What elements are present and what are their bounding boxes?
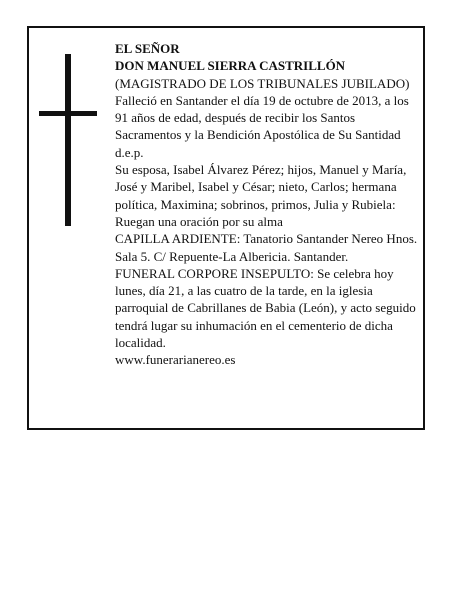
obituary-notice [27,26,425,430]
death-paragraph: Falleció en Santander el día 19 de octubre de 2013, a los 91 años de edad, después de recibir los Santos Sacramentos y la Bendición Apostólica de Su Santidad d.e.p. [115,92,409,160]
chapel-paragraph: CAPILLA ARDIENTE: Tanatorio Santander Nereo Hnos. Sala 5. C/ Repuente-La Albericia. Santander. [115,231,418,264]
heading-title: EL SEÑOR [115,41,180,56]
family-paragraph: Su esposa, Isabel Álvarez Pérez; hijos, Manuel y María, José y Maribel, Isabel y César; nieto, Carlos; hermana política, Maximina; sobrinos, primos, Julia y Rubiela: Ruegan una oración por su alma [115,162,407,229]
funeral-paragraph: FUNERAL CORPORE INSEPULTO: Se celebra hoy lunes, día 21, a las cuatro de la tarde, en la iglesia parroquial de Cabrillanes de Babia (León), y acto seguido tendrá lugar su inhumación en el cementerio de dicha localidad. [115,265,416,351]
obituary-text [115,40,421,369]
deceased-name: DON MANUEL SIERRA CASTRILLÓN [115,58,346,74]
latin-cross-icon [39,54,97,226]
website-link[interactable]: www.funerarianereo.es [115,352,236,368]
deceased-title: (MAGISTRADO DE LOS TRIBUNALES JUBILADO) [115,75,410,91]
cross-horizontal-bar [39,111,97,116]
cross-vertical-bar [65,54,71,226]
